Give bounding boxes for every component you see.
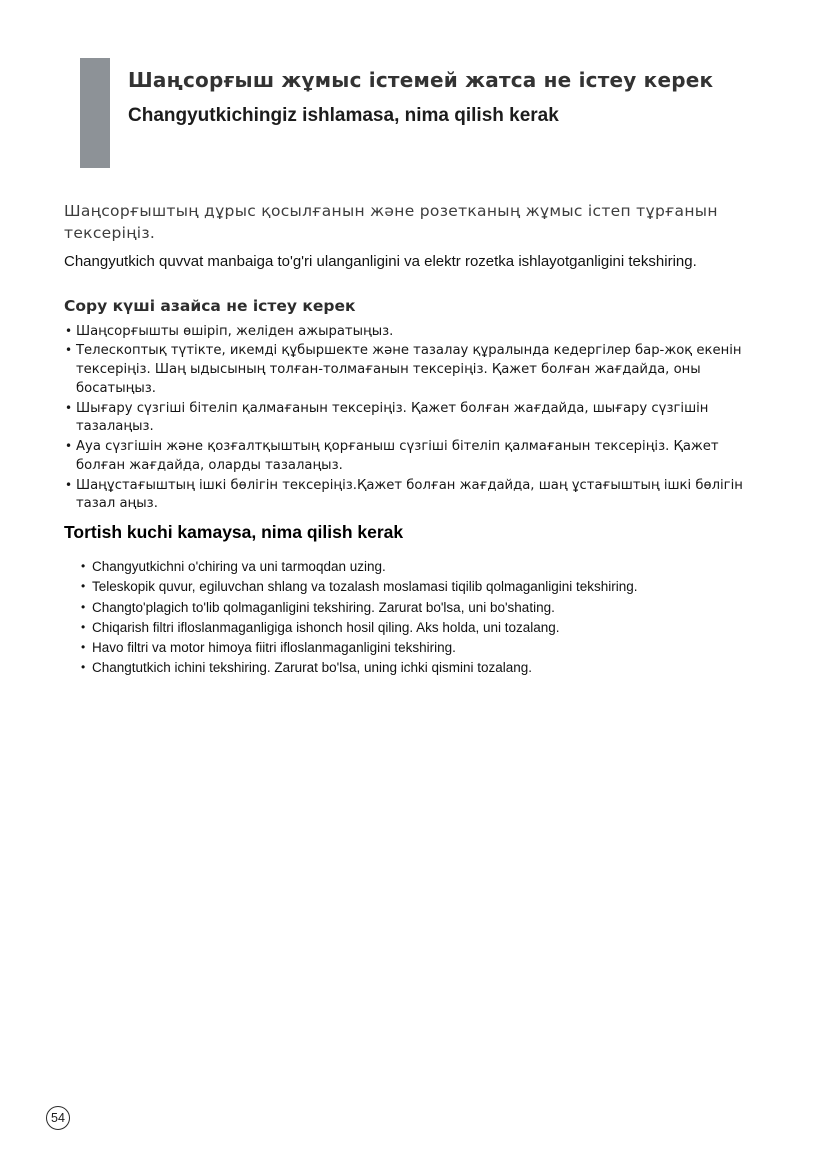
page-header bbox=[80, 58, 764, 168]
list-item: • Changyutkichni o'chiring va uni tarmoqdan uzing. bbox=[80, 557, 764, 577]
intro-text-uzbek: Changyutkich quvvat manbaiga to'g'ri ulanganligini va elektr rozetka ishlayotganligini tekshiring. bbox=[64, 253, 697, 270]
list-item: • Changtutkich ichini tekshiring. Zarurat bo'lsa, uning ichki qismini tozalang. bbox=[80, 658, 764, 678]
page-title-uzbek: Changyutkichingiz ishlamasa, nima qilish kerak bbox=[128, 105, 559, 126]
list-item: • Шаңсорғышты өшіріп, желіден ажыратыңыз. bbox=[64, 323, 764, 342]
list-item: • Changto'plagich to'lib qolmaganligini tekshiring. Zarurat bo'lsa, uni bo'shating. bbox=[80, 598, 764, 618]
page-number: 54 bbox=[51, 1111, 65, 1125]
list-item: • Chiqarish filtri ifloslanmaganligiga ishonch hosil qiling. Aks holda, uni tozalang. bbox=[80, 618, 764, 638]
page-title-kazakh: Шаңсорғыш жұмыс істемей жатса не істеу керек bbox=[128, 68, 714, 92]
page-number-badge bbox=[46, 1106, 70, 1130]
list-item: • Телескоптық түтікте, икемді құбыршекте және тазалау құралында кедергілер бар-жоқ екенін тексеріңіз. Шаң ыдысының толған-толмағанын тексеріңіз. Қажет болған жағдайда, оны босатыңыз. bbox=[64, 342, 764, 398]
bullet-list-uzbek bbox=[80, 557, 764, 679]
intro-paragraph bbox=[64, 200, 764, 273]
intro-text-kazakh: Шаңсорғыштың дұрыс қосылғанын және розетканың жұмыс істеп тұрғанын тексеріңіз. bbox=[64, 202, 718, 242]
list-item: • Шаңұстағыштың ішкі бөлігін тексеріңіз.Қажет болған жағдайда, шаң ұстағыштың ішкі бөлігін тазал аңыз. bbox=[64, 477, 764, 514]
section-heading-uzbek: Tortish kuchi kamaysa, nima qilish kerak bbox=[64, 522, 404, 543]
title-accent-bar bbox=[80, 58, 110, 168]
list-item: • Ауа сүзгішін және қозғалтқыштың қорғаныш сүзгіші бітеліп қалмағанын тексеріңіз. Қажет болған жағдайда, оларды тазалаңыз. bbox=[64, 438, 764, 475]
bullet-list-kazakh bbox=[64, 323, 764, 514]
list-item: • Havo filtri va motor himoya fiitri ifloslanmaganligini tekshiring. bbox=[80, 638, 764, 658]
list-item: • Шығару сүзгіші бітеліп қалмағанын тексеріңіз. Қажет болған жағдайда, шығару сүзгішін тазалаңыз. bbox=[64, 400, 764, 437]
section-kazakh bbox=[64, 297, 764, 514]
list-item: • Teleskopik quvur, egiluvchan shlang va tozalash moslamasi tiqilib qolmaganligini tekshiring. bbox=[80, 577, 764, 597]
section-heading-kazakh: Сору күші азайса не істеу керек bbox=[64, 296, 356, 315]
section-uzbek bbox=[64, 522, 764, 679]
title-block bbox=[128, 58, 713, 127]
